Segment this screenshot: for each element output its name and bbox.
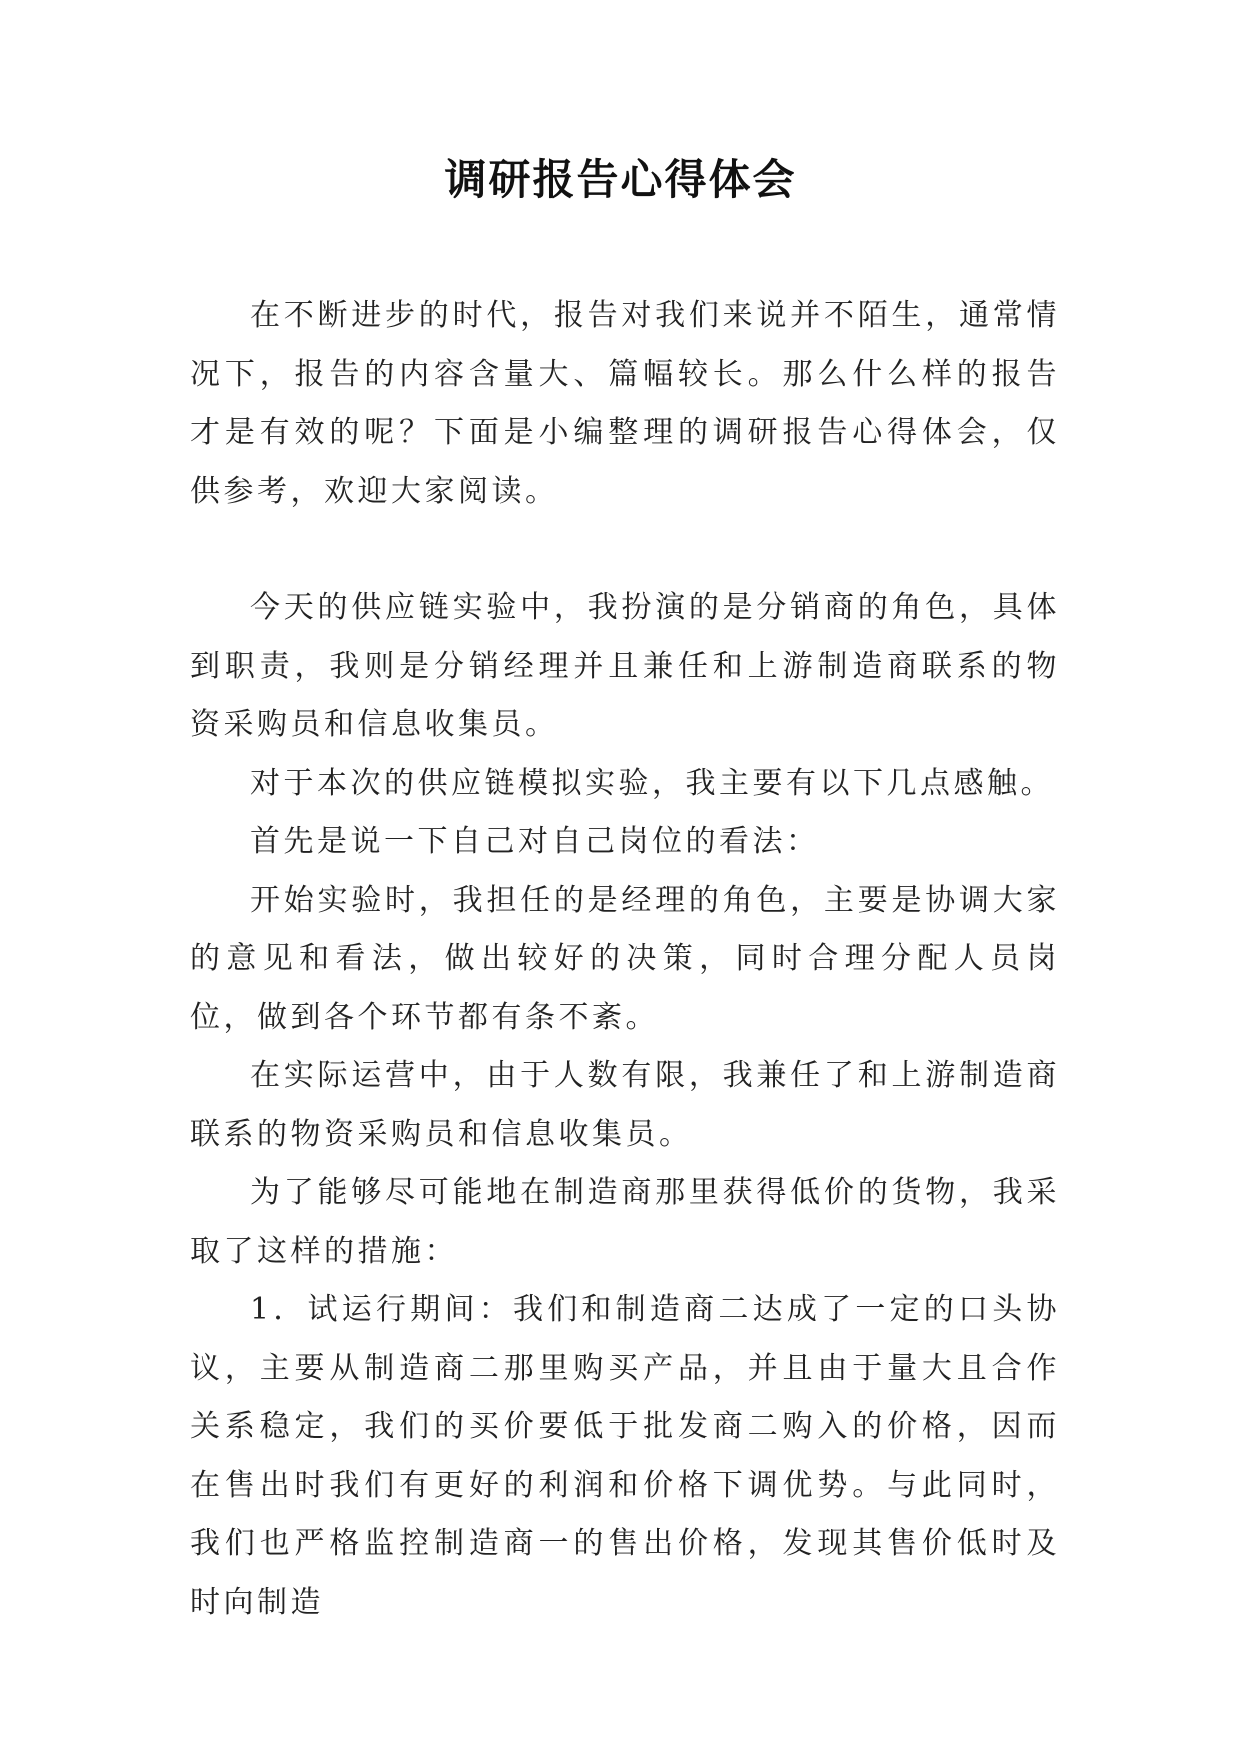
body-paragraph: 今天的供应链实验中，我扮演的是分销商的角色，具体到职责，我则是分销经理并且兼任和上游制造商联系的物资采购员和信息收集员。 (190, 590, 1060, 742)
document-title: 调研报告心得体会 (444, 155, 797, 204)
body-paragraph: 开始实验时，我担任的是经理的角色，主要是协调大家的意见和看法，做出较好的决策，同时合理分配人员岗位，做到各个环节都有条不紊。 (190, 882, 1060, 1035)
document-body (190, 287, 1060, 1632)
intro-paragraph: 在不断进步的时代，报告对我们来说并不陌生，通常情况下，报告的内容含量大、篇幅较长。那么什么样的报告才是有效的呢？下面是小编整理的调研报告心得体会，仅供参考，欢迎大家阅读。 (190, 298, 1060, 509)
body-paragraph: 对于本次的供应链模拟实验，我主要有以下几点感触。 (250, 765, 1054, 801)
body-paragraph: 在实际运营中，由于人数有限，我兼任了和上游制造商联系的物资采购员和信息收集员。 (190, 1058, 1060, 1152)
body-paragraph: 首先是说一下自己对自己岗位的看法： (250, 824, 820, 859)
paragraph-spacer (190, 521, 1060, 579)
body-paragraph: 为了能够尽可能地在制造商那里获得低价的货物，我采取了这样的措施： (190, 1175, 1060, 1269)
body-paragraph: 1．试运行期间：我们和制造商二达成了一定的口头协议，主要从制造商二那里购买产品，并且由于量大且合作关系稳定，我们的买价要低于批发商二购入的价格，因而在售出时我们有更好的利润和价格下调优势。与此同时，我们也严格监控制造商一的售出价格，发现其售价低时及时向制造 (190, 1292, 1060, 1620)
